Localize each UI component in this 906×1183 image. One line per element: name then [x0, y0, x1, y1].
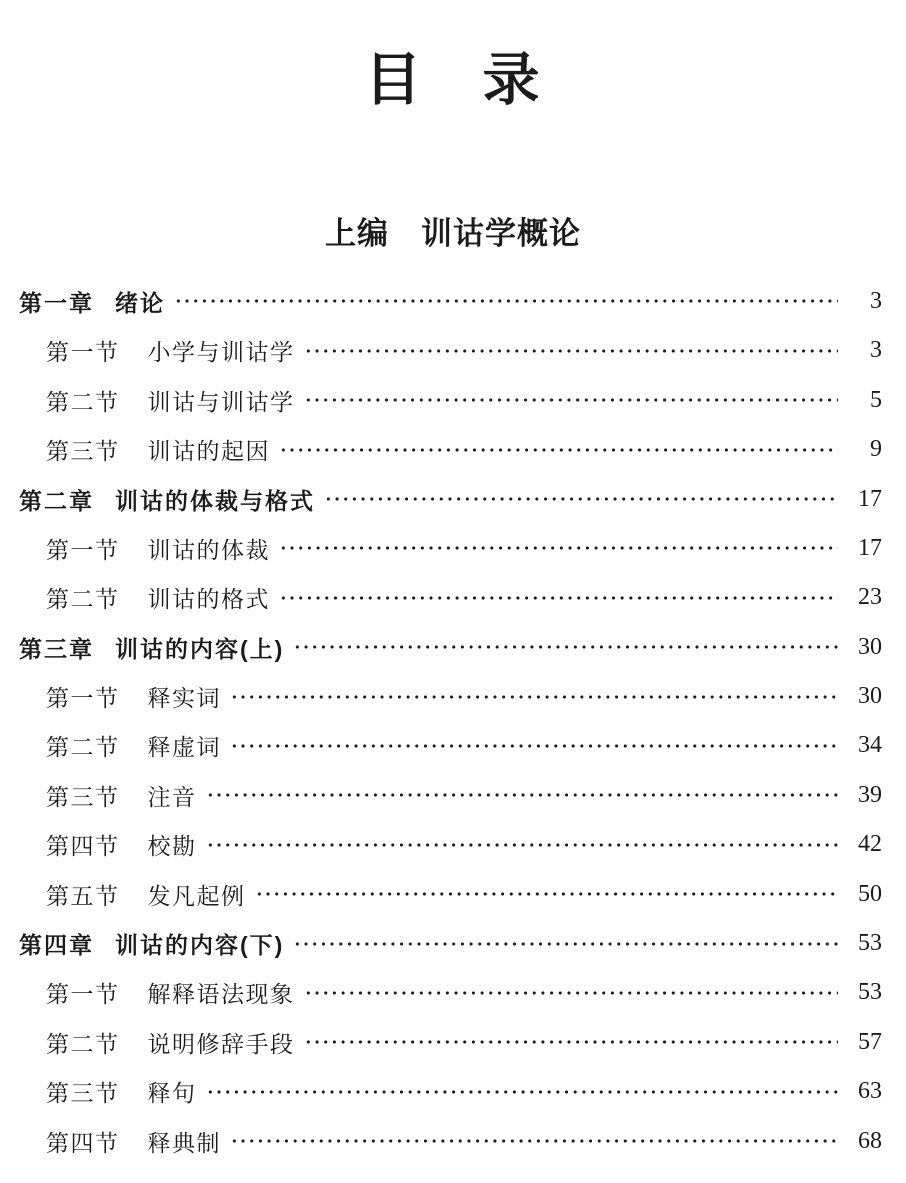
toc-entry-page-number: 30 [858, 683, 882, 710]
toc-entry-number: 第一节 [46, 340, 120, 366]
toc-entry-page-number: 30 [858, 633, 882, 660]
dotted-leader [279, 595, 838, 601]
toc-entry-page-number: 3 [870, 337, 882, 364]
toc-entry-page-number: 50 [858, 880, 882, 907]
toc-entry [19, 1067, 882, 1116]
toc-entry [19, 376, 882, 425]
toc-entry-title: 训诂的起因 [147, 439, 270, 465]
toc-entry [19, 771, 882, 820]
toc-entry-number: 第二章 [19, 487, 94, 514]
toc-entry-title: 发凡起例 [147, 883, 246, 909]
toc-entry-page-number: 53 [858, 930, 882, 957]
toc-entry-title: 说明修辞手段 [147, 1031, 295, 1057]
toc-entry-title: 训诂与训诂学 [147, 389, 295, 415]
toc-entry [19, 277, 882, 326]
toc-entry-title: 释典制 [147, 1130, 221, 1156]
toc-entry [19, 672, 882, 721]
toc-entry-title: 释句 [147, 1081, 197, 1107]
toc-entry-page-number: 42 [858, 831, 882, 858]
toc-entry-title: 训诂的内容(下) [115, 932, 285, 959]
dotted-leader [230, 694, 838, 700]
toc-entry-page-number: 9 [870, 436, 882, 463]
toc-entry-page-number: 53 [858, 979, 882, 1006]
toc-entry [19, 573, 882, 622]
toc-entry-number: 第二节 [46, 1031, 120, 1057]
toc-entry [19, 721, 882, 770]
toc-entry-number: 第四节 [46, 1130, 120, 1156]
dotted-leader [293, 941, 838, 947]
dotted-leader [279, 545, 838, 551]
toc-entry-title: 释虚词 [147, 735, 221, 761]
toc-entry-number: 第三节 [46, 1081, 120, 1107]
dotted-leader [279, 447, 838, 453]
dotted-leader [174, 298, 838, 304]
dotted-leader [230, 1138, 838, 1144]
dotted-leader [293, 644, 838, 650]
dotted-leader [304, 348, 839, 354]
dotted-leader [304, 990, 839, 996]
toc-entry-title: 训诂的体裁 [147, 537, 270, 563]
toc-entry-title: 校勘 [147, 834, 197, 860]
toc-entry-number: 第三节 [46, 784, 120, 810]
toc-entry [19, 919, 882, 968]
toc-entry [19, 968, 882, 1017]
toc-entry-number: 第三节 [46, 439, 120, 465]
toc-entry-title: 解释语法现象 [147, 982, 295, 1008]
toc-entry-number: 第一节 [46, 537, 120, 563]
toc-entry [19, 820, 882, 869]
toc-entry-page-number: 57 [858, 1028, 882, 1055]
toc-entry-title: 训诂的格式 [147, 587, 270, 613]
toc-entry-number: 第四章 [19, 932, 94, 959]
toc-entry-page-number: 5 [870, 386, 882, 413]
toc-entry-page-number: 39 [858, 781, 882, 808]
toc-entry-number: 第二节 [46, 389, 120, 415]
toc-entry-number: 第二节 [46, 587, 120, 613]
page-title: 目 录 [364, 49, 542, 112]
toc-entry-page-number: 68 [858, 1127, 882, 1154]
toc-entry-page-number: 17 [858, 485, 882, 512]
toc-entry-number: 第一节 [46, 982, 120, 1008]
toc-entry-title: 训诂的体裁与格式 [115, 487, 315, 514]
toc-entry-page-number: 23 [858, 584, 882, 611]
toc-entry-number: 第四节 [46, 834, 120, 860]
toc-entry [19, 326, 882, 375]
dotted-leader [304, 397, 839, 403]
dotted-leader [230, 743, 838, 749]
dotted-leader [324, 496, 838, 502]
toc-entry-title: 释实词 [147, 686, 221, 712]
toc-list [0, 277, 906, 1166]
toc-entry-number: 第一章 [19, 289, 94, 316]
toc-entry-title: 小学与训诂学 [147, 340, 295, 366]
toc-entry [19, 623, 882, 672]
toc-entry-page-number: 3 [870, 287, 882, 314]
toc-entry-title: 注音 [147, 784, 197, 810]
toc-entry-page-number: 63 [858, 1078, 882, 1105]
toc-entry-title: 训诂的内容(上) [115, 635, 285, 662]
toc-entry-number: 第五节 [46, 883, 120, 909]
toc-entry-title: 绪论 [115, 289, 165, 316]
toc-entry [19, 425, 882, 474]
toc-entry [19, 1018, 882, 1067]
part-heading: 上编 训诂学概论 [325, 215, 581, 251]
dotted-leader [206, 1089, 839, 1095]
toc-entry [19, 524, 882, 573]
toc-entry [19, 869, 882, 918]
toc-entry-number: 第二节 [46, 735, 120, 761]
toc-entry-page-number: 34 [858, 732, 882, 759]
toc-entry-number: 第一节 [46, 686, 120, 712]
dotted-leader [255, 891, 839, 897]
toc-entry [19, 474, 882, 523]
toc-entry-number: 第三章 [19, 635, 94, 662]
toc-entry-page-number: 17 [858, 534, 882, 561]
dotted-leader [304, 1039, 839, 1045]
dotted-leader [206, 792, 839, 798]
toc-entry [19, 1116, 882, 1165]
dotted-leader [206, 842, 839, 848]
